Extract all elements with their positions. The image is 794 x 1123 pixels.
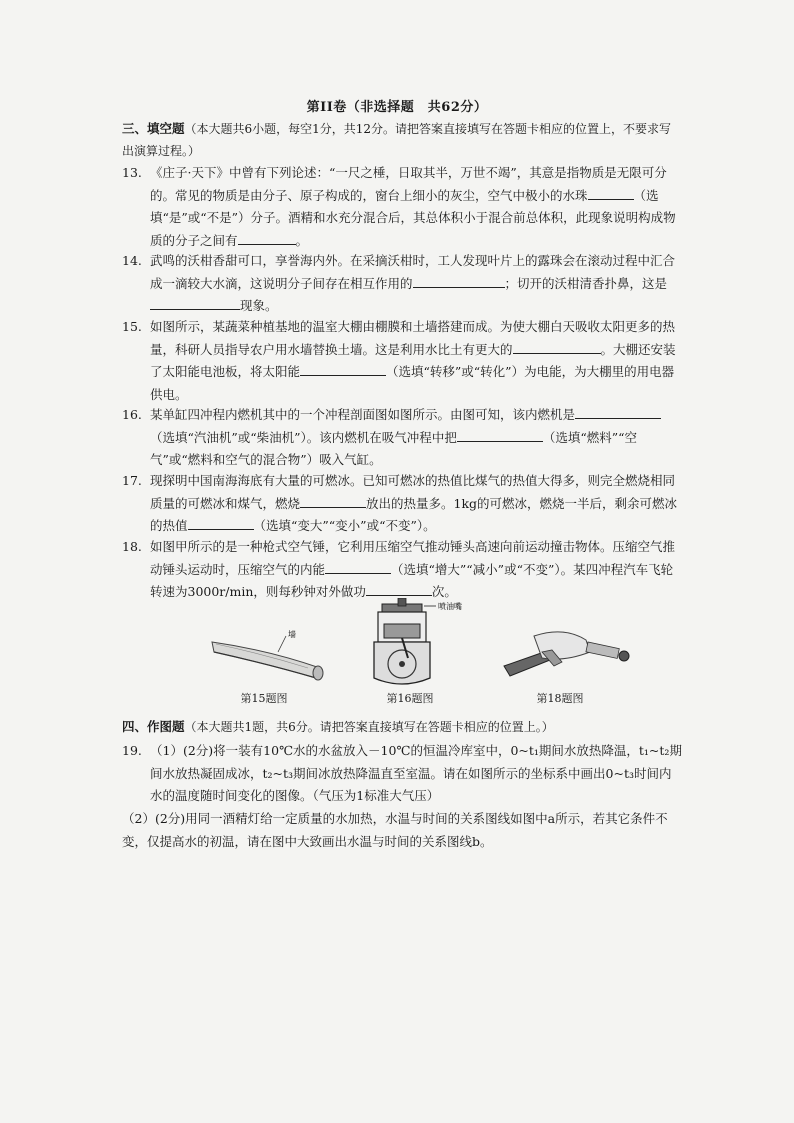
question-number: 14. [122,253,142,268]
figure-18-caption: 第18题图 [536,692,584,705]
question-text: 某单缸四冲程内燃机其中的一个冲程剖面图如图所示。由图可知，该内燃机是 [150,407,576,422]
question-18 [122,536,682,604]
question-text: 次。 [431,584,457,599]
question-number: 13. [122,165,142,180]
question-text: 如图所示，某蔬菜种植基地的温室大棚由棚膜和土墙搭建而成。为使大棚白天吸收太阳更多的热量，科研人员指导农户用水墙替换土墙。这是利用水比土有更大的 [150,319,676,357]
question-text: （选填“变大”“变小”或“不变”）。 [253,518,436,533]
answer-blank[interactable] [150,295,240,310]
question-text: 现探明中国南海海底有大量的可燃冰。已知可燃冰的热值比煤气的热值大得多，则完全燃烧相同质量的可燃冰和煤气，燃烧 [150,473,676,511]
engine-figure [368,598,478,690]
question-19-part-1: （1）(2分)将一装有10℃水的水盆放入－10℃的恒温冷库室中，0~t₁期间水放热降温，t₁~t₂期间水放热凝固成冰，t₂~t₃期间冰放热降温直至室温。请在如图所示的坐标系中画出0~t₃时间内水的温度随时间变化的图像。（气压为1标准大气压） [150,743,682,803]
question-text: （选填“增大”“减小”或“不变”）。某四冲程汽车飞轮转速为3000r/min，则每秒钟对外做功 [150,561,674,599]
question-number: 17. [122,473,142,488]
question-13 [122,162,682,252]
answer-blank[interactable] [413,273,505,288]
question-text: （选填“汽油机”或“柴油机”）。该内燃机在吸气冲程中把 [150,429,457,445]
section-4-header [122,716,682,738]
answer-blank[interactable] [238,230,296,245]
answer-blank[interactable] [513,339,601,354]
answer-blank[interactable] [188,515,254,530]
question-number: 19. [122,743,142,758]
answer-blank[interactable] [300,361,386,376]
figure-16-caption: 第16题图 [386,692,434,705]
question-text: 现象。 [240,298,278,313]
question-14 [122,250,682,318]
answer-blank[interactable] [325,559,391,574]
question-number: 15. [122,319,142,334]
injector-label: 喷油嘴 [438,602,462,611]
question-text: ；切开的沃柑清香扑鼻，这是 [504,275,668,291]
wall-label: 墙 [288,630,296,639]
question-19 [122,740,682,808]
answer-blank[interactable] [366,581,432,596]
question-text: （2）(2分)用同一酒精灯给一定质量的水加热，水温与时间的关系图线如图中a所示，若其它条件不变，仅提高水的初温，请在图中大致画出水温与时间的关系图线b。 [122,811,668,849]
question-19-part-2 [122,808,682,853]
figure-15-caption: 第15题图 [240,692,288,705]
question-text: 武鸣的沃柑香甜可口，享誉海内外。在采摘沃柑时，工人发现叶片上的露珠会在滚动过程中汇合成一滴较大水滴，这说明分子间存在相互作用的 [150,253,676,291]
section-3-header [122,118,682,162]
greenhouse-figure [208,628,328,684]
question-text: 《庄子·天下》中曾有下列论述：“一尺之棰，日取其半，万世不竭”，其意是指物质是无限可分的。常见的物质是由分子、原子构成的，窗台上细小的灰尘，空气中极小的水珠 [150,165,667,203]
question-number: 16. [122,407,142,422]
section-3-heading: 三、填空题 [122,121,185,136]
section-3-note: （本大题共6小题，每空1分，共12分。请把答案直接填写在答题卡相应的位置上，不要求写出演算过程。） [122,122,672,158]
answer-blank[interactable] [300,493,366,508]
question-number: 18. [122,539,142,554]
air-hammer-figure [494,622,634,682]
answer-blank[interactable] [457,427,543,442]
section-4-note: （本大题共1题，共6分。请把答案直接填写在答题卡相应的位置上。） [184,720,554,734]
section-4-heading: 四、作图题 [122,719,185,734]
question-text: 。 [295,232,309,248]
question-16 [122,404,682,472]
question-text: （选填“是”或“不是”）分子。酒精和水充分混合后，其总体积小于混合前总体积，此现象说明构成物质的分子之间有 [150,187,676,248]
question-text: （选填“燃料”“空气”或“燃料和空气的混合物”）吸入气缸。 [150,429,637,467]
question-text: 放出的热量多。1kg的可燃冰，燃烧一半后，剩余可燃冰的热值 [150,495,678,533]
question-15 [122,316,682,406]
question-text: 如图甲所示的是一种枪式空气锤，它利用压缩空气推动锤头高速向前运动撞击物体。压缩空气推动锤头运动时，压缩空气的内能 [150,539,676,577]
answer-blank[interactable] [575,404,661,419]
question-text: （选填“转移”或“转化”）为电能，为大棚里的用电器供电。 [150,364,675,402]
question-17 [122,470,682,538]
answer-blank[interactable] [588,185,634,200]
question-text: 。大棚还安装了太阳能电池板，将太阳能 [150,341,676,379]
paper-title: 第II卷（非选择题 共62分） [306,100,488,115]
